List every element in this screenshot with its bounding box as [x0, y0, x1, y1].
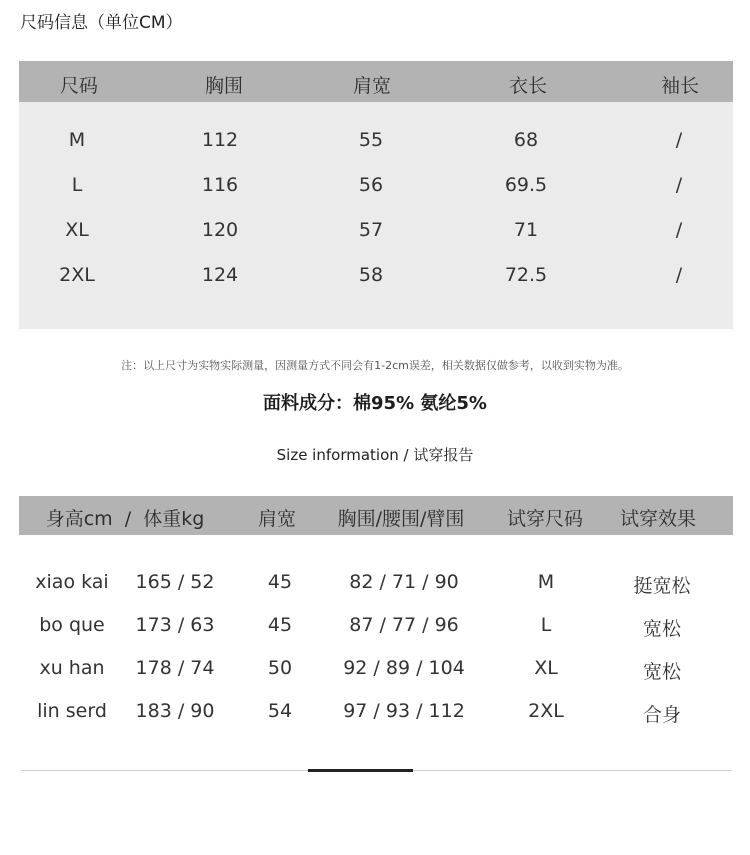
name-cell: xu han	[39, 657, 105, 679]
sleeve-cell: /	[675, 264, 683, 286]
header-sleeve: 袖长	[660, 75, 700, 97]
size-table-header	[19, 61, 733, 102]
shoulder-cell: 57	[358, 219, 384, 241]
length-cell: 68	[513, 129, 539, 151]
header-tryon-size: 试穿尺码	[506, 508, 584, 530]
size-cell: L	[71, 174, 83, 196]
chest-cell: 116	[201, 174, 239, 196]
size-table	[19, 61, 733, 329]
shoulder-cell: 45	[267, 571, 293, 593]
fabric-composition: 面料成分：棉95% 氨纶5%	[263, 393, 487, 414]
shoulder-cell: 56	[358, 174, 384, 196]
chest-cell: 112	[201, 129, 239, 151]
tryon-effect-cell: 挺宽松	[633, 575, 691, 597]
header-shoulder: 肩宽	[352, 75, 392, 97]
shoulder-cell: 50	[267, 657, 293, 679]
header-measurements: 胸围/腰围/臂围	[337, 508, 465, 530]
tryon-size-cell: 2XL	[528, 700, 564, 722]
name-cell: xiao kai	[35, 571, 109, 593]
shoulder-cell: 54	[267, 700, 293, 722]
size-cell: XL	[65, 219, 89, 241]
tryon-effect-cell: 宽松	[642, 618, 682, 640]
tryon-size-cell: L	[540, 614, 552, 636]
tryon-size-cell: M	[537, 571, 555, 593]
header-height-weight: 身高cm / 体重kg	[45, 508, 205, 530]
header-shoulder: 肩宽	[257, 508, 297, 530]
measurements-cell: 87 / 77 / 96	[349, 614, 459, 636]
measurements-cell: 92 / 89 / 104	[343, 657, 465, 679]
chest-cell: 124	[201, 264, 239, 286]
tryon-size-cell: XL	[534, 657, 558, 679]
measurement-note: 注：以上尺寸为实物实际测量，因测量方式不同会有1-2cm误差，相关数据仅做参考，以收到实物为准。	[121, 359, 629, 372]
shoulder-cell: 55	[358, 129, 384, 151]
header-chest: 胸围	[204, 75, 244, 97]
height-weight-cell: 183 / 90	[135, 700, 215, 722]
name-cell: bo que	[39, 614, 105, 636]
height-weight-cell: 165 / 52	[135, 571, 215, 593]
tryon-effect-cell: 宽松	[642, 661, 682, 683]
size-info-title: Size information / 试穿报告	[276, 446, 474, 464]
header-tryon-effect: 试穿效果	[619, 508, 697, 530]
name-cell: lin serd	[37, 700, 107, 722]
chest-cell: 120	[201, 219, 239, 241]
height-weight-cell: 178 / 74	[135, 657, 215, 679]
header-length: 衣长	[508, 75, 548, 97]
page-title: 尺码信息（单位CM）	[20, 13, 183, 33]
shoulder-cell: 45	[267, 614, 293, 636]
measurements-cell: 82 / 71 / 90	[349, 571, 459, 593]
sleeve-cell: /	[675, 219, 683, 241]
size-cell: 2XL	[59, 264, 95, 286]
shoulder-cell: 58	[358, 264, 384, 286]
height-weight-cell: 173 / 63	[135, 614, 215, 636]
tryon-effect-cell: 合身	[642, 704, 682, 726]
sleeve-cell: /	[675, 129, 683, 151]
tryon-table-header	[19, 496, 733, 535]
length-cell: 72.5	[504, 264, 548, 286]
size-cell: M	[68, 129, 86, 151]
sleeve-cell: /	[675, 174, 683, 196]
header-size: 尺码	[59, 75, 99, 97]
length-cell: 71	[513, 219, 539, 241]
measurements-cell: 97 / 93 / 112	[343, 700, 465, 722]
divider-accent	[308, 769, 413, 772]
length-cell: 69.5	[504, 174, 548, 196]
